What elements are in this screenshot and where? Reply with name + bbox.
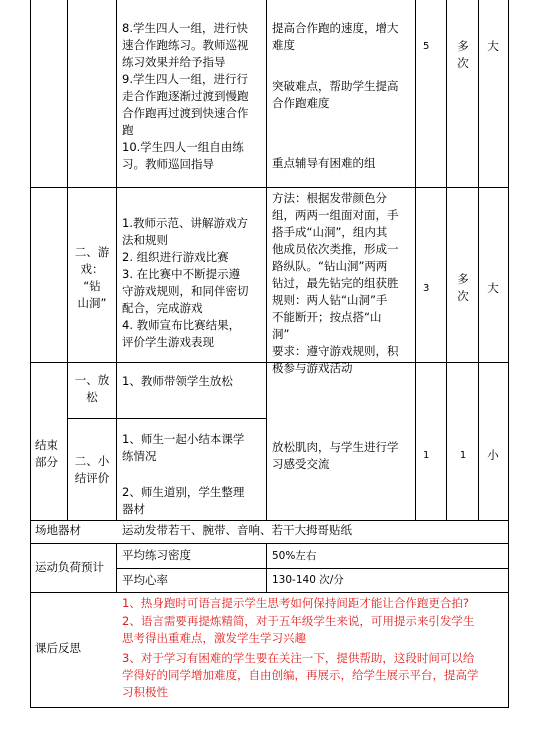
rule <box>30 0 31 708</box>
rule <box>30 520 508 521</box>
summary-content-1: 1、师生一起小结本课学 练情况 <box>122 432 245 463</box>
rule <box>30 543 508 544</box>
density-label: 平均练习密度 <box>122 548 191 562</box>
end-times: 1 <box>459 450 467 461</box>
summary-label: 二、小 结评价 <box>74 454 110 485</box>
reflection-item-1: 1、热身跑时可语言提示学生思考如何保持间距才能让合作跑更合拍? <box>122 596 469 610</box>
rule <box>446 0 447 521</box>
rule <box>478 0 479 521</box>
rule <box>67 0 68 521</box>
rule <box>116 568 508 569</box>
row2-intensity: 大 <box>487 281 499 295</box>
rule <box>508 0 509 708</box>
rule <box>30 187 508 188</box>
row1-goal-b: 突破难点，帮助学生提高 合作跑难度 <box>272 79 399 110</box>
summary-content-2: 2、师生道别，学生整理 器材 <box>122 485 245 516</box>
row2-times: 多 次 <box>457 272 469 303</box>
row2-section-title: 二、游 戏： “钻 山洞” <box>74 245 110 310</box>
end-intensity: 小 <box>487 448 499 462</box>
rule <box>266 0 267 521</box>
rule <box>116 543 117 593</box>
rule <box>116 0 117 521</box>
rule <box>30 707 508 708</box>
row1-goal-a: 提高合作跑的速度，增大 难度 <box>272 21 399 52</box>
relax-label: 一、放 松 <box>74 373 110 404</box>
reflection-item-3: 3、对于学习有困难的学生要在关注一下，提供帮助，这段时间可以给 学得好的同学增加难度，自由创编，再展示，给学生展示平台，提高学 习积极性 <box>122 651 479 699</box>
row1-times: 多 次 <box>457 39 469 70</box>
row2-method: 方法：根据发带颜色分 组，两两一组面对面，手 搭手成“山洞”，组内其 他成员依次类推，形成一 路纵队。“钻山洞”两两 钻过，最先钻完的组获胜 规则：两人钻“山洞”手 不能断开；按点搭“山 洞” 要求：遵守游戏规则，积 极参与游戏活动 <box>272 191 399 375</box>
row1-intensity: 大 <box>487 39 499 53</box>
relax-content: 1、教师带领学生放松 <box>122 374 233 388</box>
reflection-item-2: 2、语言需要再提炼精简，对于五年级学生来说，可用提示来引发学生 思考得出重难点，激发学生学习兴趣 <box>122 614 475 645</box>
heart-rate-value: 130-140 次/分 <box>272 574 344 586</box>
rule <box>67 418 266 419</box>
venue-label: 场地器材 <box>35 523 81 537</box>
load-label: 运动负荷预计 <box>35 560 104 574</box>
reflection-label: 课后反思 <box>35 641 81 655</box>
row2-content: 1.教师示范、讲解游戏方 法和规则 2. 组织进行游戏比赛 3. 在比赛中不断提示遵 守游戏规则，和同伴密切 配合，完成游戏 4. 教师宣布比赛结果， 评价学生游戏表现 <box>122 216 249 349</box>
heart-rate-label: 平均心率 <box>122 573 168 587</box>
end-goal: 放松肌肉，与学生进行学 习感受交流 <box>272 440 399 471</box>
rule <box>266 543 267 593</box>
rule <box>415 0 416 521</box>
row1-content: 8.学生四人一组，进行快 速合作跑练习。教师巡视 练习效果并给予指导 9.学生四人一组，进行行 走合作跑逐渐过渡到慢跑 合作跑再过渡到快速合作 跑 10.学生四人一组自由练 习。教师巡回指导 <box>122 21 249 171</box>
row2-count: 3 <box>423 283 430 294</box>
venue-value: 运动发带若干、腕带、音响、若干大拇哥贴纸 <box>122 523 352 537</box>
end-part-label: 结束 部分 <box>35 438 58 469</box>
row1-count: 5 <box>423 41 430 52</box>
rule <box>30 592 508 593</box>
row1-goal-c: 重点辅导有困难的组 <box>272 156 376 170</box>
end-count: 1 <box>423 450 430 461</box>
rule <box>30 362 508 363</box>
density-value: 50%左右 <box>272 550 317 562</box>
